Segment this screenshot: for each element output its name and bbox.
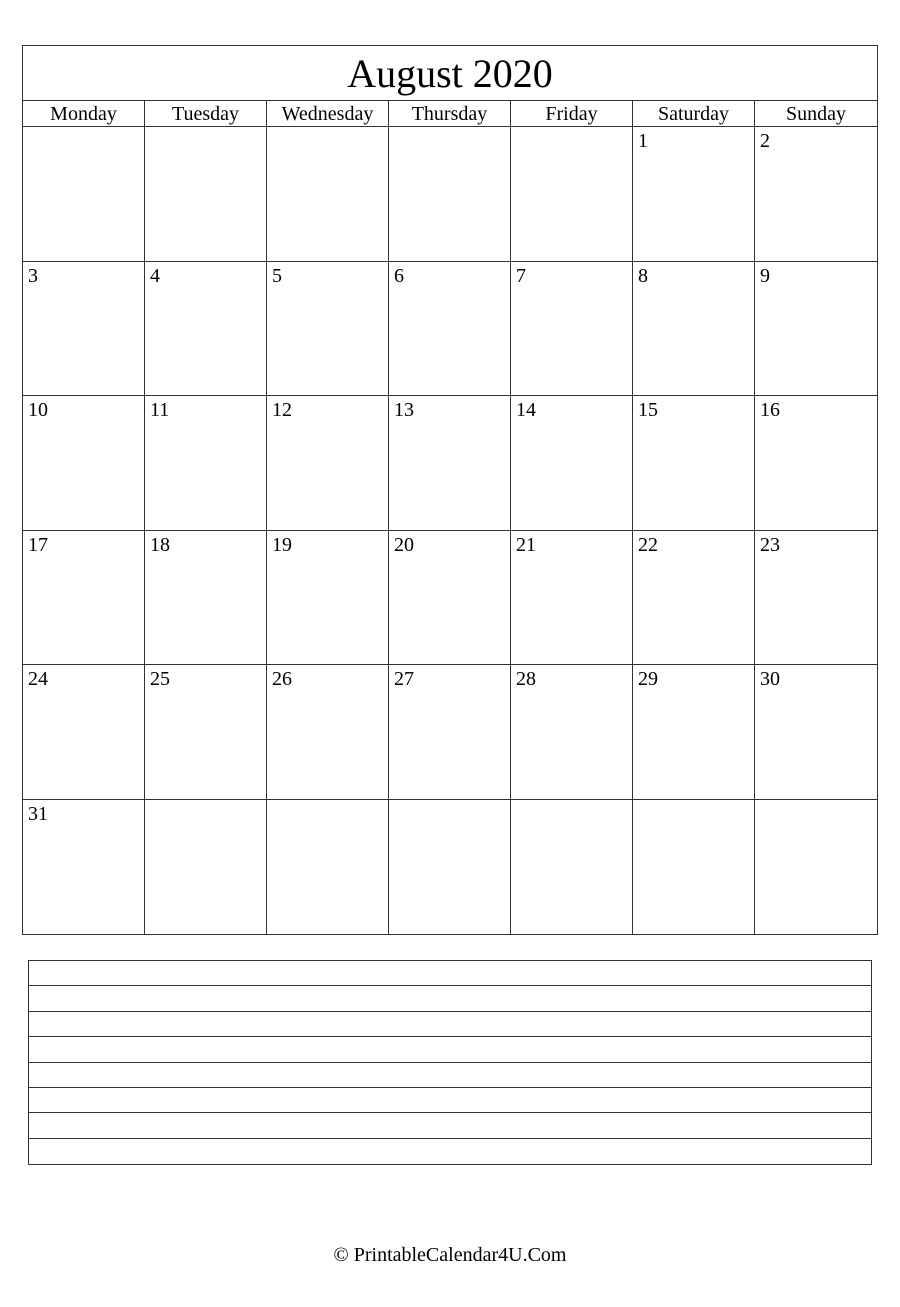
notes-area — [28, 960, 872, 1165]
footer-copyright: © PrintableCalendar4U.Com — [333, 1244, 567, 1266]
day-cell — [511, 262, 633, 397]
day-number: 17 — [28, 533, 48, 556]
day-number: 3 — [28, 264, 38, 287]
day-number: 8 — [638, 264, 648, 287]
day-number: 20 — [394, 533, 414, 556]
day-number: 12 — [272, 399, 292, 421]
day-cell — [633, 127, 755, 262]
day-cell — [267, 531, 389, 666]
weekday-saturday: Saturday — [633, 101, 755, 127]
calendar-title: August 2020 — [23, 46, 877, 101]
day-number: 2 — [760, 130, 770, 152]
day-cell — [267, 800, 389, 935]
day-cell — [389, 396, 511, 531]
day-cell — [755, 127, 877, 262]
day-number: 10 — [28, 399, 48, 421]
day-cell — [23, 127, 145, 262]
day-cell — [267, 262, 389, 397]
day-cell — [755, 262, 877, 397]
day-number: 22 — [638, 533, 658, 556]
day-cell — [633, 800, 755, 935]
day-number: 7 — [516, 264, 526, 287]
day-cell — [511, 396, 633, 531]
day-number: 24 — [28, 668, 48, 690]
note-line — [29, 961, 871, 986]
day-number: 4 — [150, 264, 160, 287]
day-cell — [511, 800, 633, 935]
day-number: 16 — [760, 399, 780, 421]
day-cell — [755, 531, 877, 666]
day-cell — [145, 665, 267, 800]
weekday-friday: Friday — [511, 101, 633, 127]
day-cell — [23, 531, 145, 666]
day-number: 14 — [516, 399, 536, 421]
weekday-wednesday: Wednesday — [267, 101, 389, 127]
day-number: 21 — [516, 533, 536, 556]
day-cell — [755, 396, 877, 531]
weekday-tuesday: Tuesday — [145, 101, 267, 127]
day-number: 31 — [28, 802, 48, 825]
day-number: 30 — [760, 668, 780, 690]
weekday-monday: Monday — [23, 101, 145, 127]
weekday-thursday: Thursday — [389, 101, 511, 127]
note-line — [29, 1037, 871, 1062]
day-cell — [267, 665, 389, 800]
day-number: 18 — [150, 533, 170, 556]
day-number: 11 — [150, 399, 170, 421]
note-line — [29, 986, 871, 1011]
day-number: 25 — [150, 668, 170, 690]
note-line — [29, 1088, 871, 1113]
day-cell — [389, 127, 511, 262]
day-cell — [389, 800, 511, 935]
day-number: 15 — [638, 399, 658, 421]
day-cell — [755, 800, 877, 935]
day-number: 27 — [394, 668, 414, 690]
day-number: 6 — [394, 264, 404, 287]
day-cell — [267, 396, 389, 531]
day-cell — [633, 262, 755, 397]
day-cell — [633, 531, 755, 666]
day-cell — [23, 396, 145, 531]
day-grid — [23, 127, 877, 934]
day-cell — [145, 800, 267, 935]
day-number: 29 — [638, 668, 658, 690]
day-number: 23 — [760, 533, 780, 556]
day-cell — [511, 531, 633, 666]
note-line — [29, 1012, 871, 1037]
note-line — [29, 1139, 871, 1164]
day-cell — [511, 127, 633, 262]
calendar — [22, 45, 878, 935]
weekday-header-row — [23, 101, 877, 127]
day-cell — [389, 262, 511, 397]
weekday-sunday: Sunday — [786, 103, 846, 125]
day-number: 5 — [272, 264, 282, 287]
day-cell — [633, 396, 755, 531]
day-number: 9 — [760, 264, 770, 287]
day-cell — [511, 665, 633, 800]
day-cell — [23, 800, 145, 935]
day-cell — [145, 396, 267, 531]
day-cell — [633, 665, 755, 800]
day-number: 26 — [272, 668, 292, 690]
day-cell — [145, 262, 267, 397]
day-cell — [145, 127, 267, 262]
day-cell — [389, 665, 511, 800]
day-number: 28 — [516, 668, 536, 690]
day-number: 1 — [638, 130, 648, 152]
day-cell — [755, 665, 877, 800]
day-cell — [23, 262, 145, 397]
note-line — [29, 1063, 871, 1088]
day-cell — [389, 531, 511, 666]
day-cell — [23, 665, 145, 800]
day-number: 19 — [272, 533, 292, 556]
day-number: 13 — [394, 399, 414, 421]
day-cell — [267, 127, 389, 262]
note-line — [29, 1113, 871, 1138]
day-cell — [145, 531, 267, 666]
